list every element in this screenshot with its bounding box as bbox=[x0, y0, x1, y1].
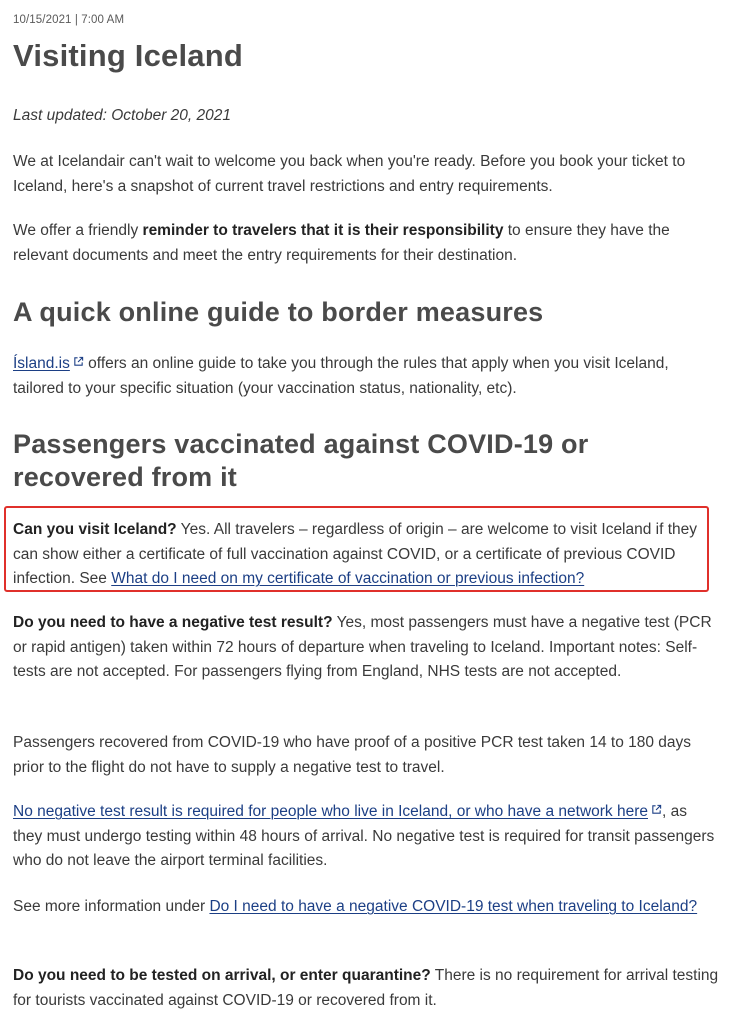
last-updated: Last updated: October 20, 2021 bbox=[13, 107, 232, 124]
external-link-icon bbox=[73, 356, 84, 367]
page-title: Visiting Iceland bbox=[13, 38, 244, 73]
test-answer: Yes, most passengers must have a negative test (PCR or rapid antigen) taken within 72 hours of departure when traveling to Iceland. Important notes: Self-tests are not accepted. For passengers flying from England, NHS tests are not accepted. bbox=[13, 614, 712, 680]
highlight-box bbox=[4, 506, 709, 592]
arrival-question: Do you need to be tested on arrival, or enter quarantine? bbox=[13, 967, 431, 984]
reminder-bold: reminder to travelers that it is their responsibility bbox=[142, 222, 504, 239]
intro-paragraph: We at Icelandair can't wait to welcome you back when you're ready. Before you book your ticket to Iceland, here's a snapshot of current travel restrictions and entry requirements. bbox=[13, 153, 686, 195]
visit-answer: Yes. All travelers – regardless of origin – are welcome to visit Iceland if they can show either a certificate of full vaccination against COVID, or a certificate of previous COVID infection. See bbox=[13, 521, 698, 587]
test-paragraph bbox=[13, 611, 719, 685]
island-is-link[interactable]: Ísland.is bbox=[13, 355, 70, 372]
guide-paragraph bbox=[13, 352, 719, 401]
test-question: Do you need to have a negative test result? bbox=[13, 614, 333, 631]
external-link-icon bbox=[651, 804, 662, 815]
residents-text: , as they must undergo testing within 48 hours of arrival. No negative test is required for transit passengers who do not leave the airport terminal facilities. bbox=[13, 803, 715, 869]
visit-question: Can you visit Iceland? bbox=[13, 521, 177, 538]
guide-text: offers an online guide to take you through the rules that apply when you visit Iceland, tailored to your specific situation (your vaccination status, nationality, etc). bbox=[13, 355, 669, 397]
more-info-paragraph bbox=[13, 895, 719, 920]
publish-timestamp: 10/15/2021 | 7:00 AM bbox=[13, 14, 125, 26]
recovered-paragraph: Passengers recovered from COVID-19 who have proof of a positive PCR test taken 14 to 180 days prior to the flight do not have to supply a negative test to travel. bbox=[13, 734, 692, 776]
reminder-text-after: to ensure they have the relevant documents and meet the entry requirements for their destination. bbox=[13, 222, 670, 264]
certificate-link[interactable]: What do I need on my certificate of vaccination or previous infection? bbox=[111, 570, 585, 587]
reminder-paragraph bbox=[13, 219, 719, 268]
more-info-text: See more information under bbox=[13, 898, 210, 915]
residents-paragraph bbox=[13, 800, 719, 874]
reminder-text-before: We offer a friendly bbox=[13, 222, 143, 239]
arrival-answer: There is no requirement for arrival testing for tourists vaccinated against COVID-19 or recovered from it. bbox=[13, 967, 719, 1009]
negative-test-link[interactable]: Do I need to have a negative COVID-19 test when traveling to Iceland? bbox=[209, 898, 698, 915]
vaccinated-heading: Passengers vaccinated against COVID-19 or recovered from it bbox=[13, 429, 589, 492]
arrival-paragraph bbox=[13, 964, 719, 1013]
guide-heading: A quick online guide to border measures bbox=[13, 297, 544, 327]
residents-link[interactable]: No negative test result is required for people who live in Iceland, or who have a network here bbox=[13, 803, 648, 820]
